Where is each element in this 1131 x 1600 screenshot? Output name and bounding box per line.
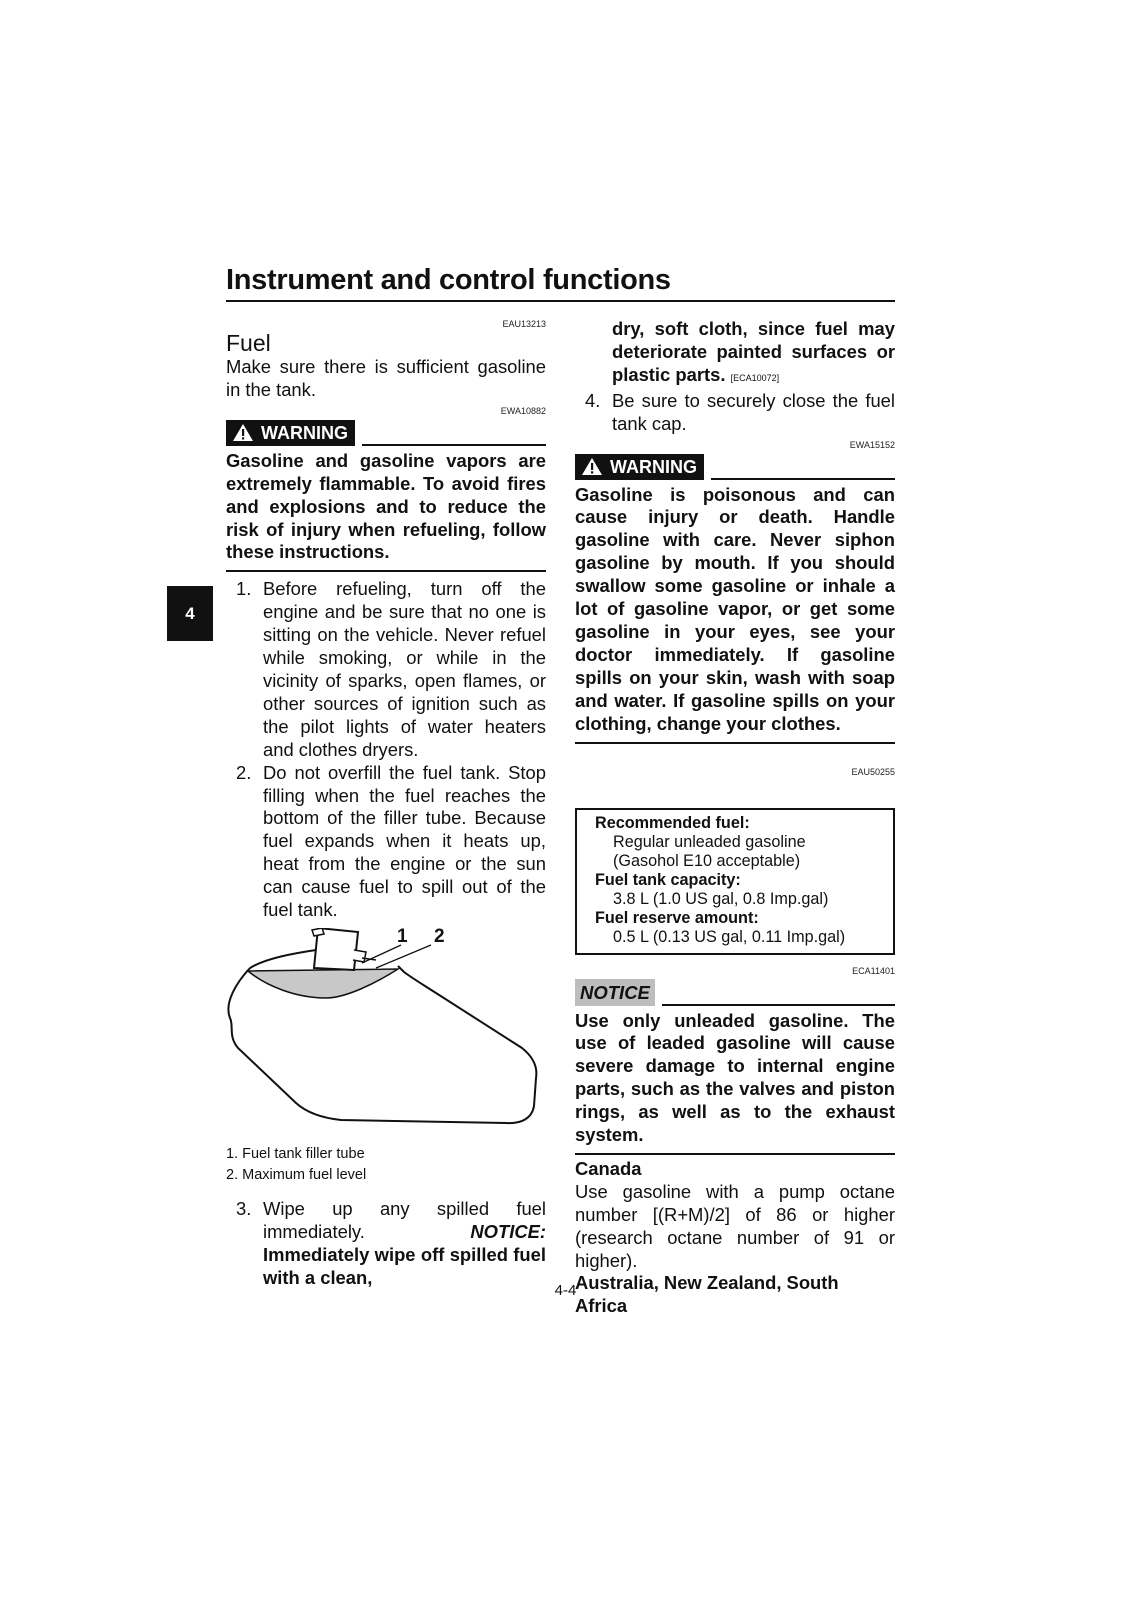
intro-text: Make sure there is sufficient gasoline in the tank. <box>226 356 546 400</box>
callout-1: 1 <box>397 925 408 947</box>
spec-value: Regular unleaded gasoline <box>613 832 806 851</box>
chapter-tab: 4 <box>167 586 213 641</box>
page-header <box>226 262 895 302</box>
list-item <box>226 1198 546 1290</box>
callout-2: 2 <box>434 925 445 947</box>
page-title: Instrument and control functions <box>226 264 671 296</box>
warning-label: WARNING <box>261 422 348 443</box>
region-title-canada: Canada <box>575 1157 642 1179</box>
spec-value: 3.8 L (1.0 US gal, 0.8 Imp.gal) <box>613 889 829 908</box>
spec-label: Fuel tank capacity: <box>595 870 741 889</box>
notice-inline-label: NOTICE: <box>470 1220 546 1242</box>
doc-code: [ECA10072] <box>730 372 780 383</box>
warning-triangle-icon <box>232 423 254 442</box>
notice-header <box>575 979 895 1006</box>
fuel-spec-box <box>575 808 895 955</box>
step-text: Wipe up any spilled fuel immediately. <box>263 1197 546 1242</box>
warning-end-rule <box>575 742 895 744</box>
warning-end-rule <box>226 570 546 572</box>
warning-header <box>575 454 895 480</box>
fuel-tank-figure <box>226 925 546 1138</box>
doc-code: EAU50255 <box>851 766 895 777</box>
step-number: 1. <box>236 578 252 600</box>
steps-list-continued <box>575 318 895 436</box>
step-text: Before refueling, turn off the engine and be sure that no one is sitting on the vehicle. Never refuel while smoking, or while in the vicinity of sparks, open flames, or other sources of ignition such as the pilot lights of water heaters and clothes dryers. <box>263 578 546 760</box>
warning-rule <box>711 478 895 480</box>
step-text: dry, soft cloth, since fuel may deteriorate painted surfaces or plastic parts. <box>612 318 895 385</box>
canada-text: Use gasoline with a pump octane number [(R+M)/2] of 86 or higher (research octane number of 91 or higher). <box>575 1180 895 1271</box>
spec-label: Fuel reserve amount: <box>595 908 759 927</box>
steps-list-continued <box>226 1198 546 1290</box>
step-number: 4. <box>585 389 601 411</box>
steps-list <box>226 578 546 922</box>
notice-text: Use only unleaded gasoline. The use of leaded gasoline will cause severe damage to internal engine parts, such as the valves and piston rings, as well as to the exhaust system. <box>575 1009 895 1146</box>
section-title: Fuel <box>226 330 271 356</box>
warning-text: Gasoline is poisonous and can cause injury or death. Handle gasoline with care. Never siphon gasoline by mouth. If you should swallow some gasoline or inhale a lot of gasoline vapor, or get some gasoline in your eyes, see your doctor immediately. If gasoline spills on your skin, wash with soap and water. If gasoline spills on your clothing, change your clothes. <box>575 483 895 734</box>
doc-code: EAU13213 <box>502 319 546 329</box>
step-text: Be sure to securely close the fuel tank cap. <box>612 389 895 434</box>
list-item <box>226 762 546 922</box>
region-title-australia: Australia, New Zealand, South Africa <box>575 1272 839 1317</box>
step-text: Do not overfill the fuel tank. Stop filling when the fuel reaches the bottom of the filler tube. Because fuel expands when it heats up, heat from the engine or the sun can cause fuel to spill out of the fuel tank. <box>263 761 546 921</box>
caption-item: 2. Maximum fuel level <box>226 1166 367 1183</box>
figure-captions <box>226 1144 546 1186</box>
spec-value: (Gasohol E10 acceptable) <box>613 851 801 870</box>
doc-code: EWA10882 <box>500 405 546 416</box>
warning-triangle-icon <box>581 457 603 476</box>
header-rule <box>226 300 895 302</box>
list-item <box>226 578 546 761</box>
warning-badge <box>226 420 355 446</box>
spec-label: Recommended fuel: <box>595 813 750 832</box>
notice-badge: NOTICE <box>575 979 655 1006</box>
list-item-continued <box>575 318 895 390</box>
notice-inline-text: Immediately wipe off spilled fuel with a clean, <box>263 1243 546 1288</box>
step-number: 3. <box>236 1197 252 1219</box>
caption-item: 1. Fuel tank filler tube <box>226 1145 365 1162</box>
warning-rule <box>362 444 546 446</box>
spec-value: 0.5 L (0.13 US gal, 0.11 Imp.gal) <box>613 927 846 946</box>
warning-label: WARNING <box>610 456 697 477</box>
warning-badge <box>575 454 704 480</box>
doc-code: ECA11401 <box>852 965 895 976</box>
notice-end-rule <box>575 1153 895 1155</box>
fuel-tank-illustration <box>226 925 546 1138</box>
left-column <box>226 318 546 1290</box>
warning-header <box>226 420 546 446</box>
warning-text: Gasoline and gasoline vapors are extremely flammable. To avoid fires and explosions and to reduce the risk of injury when refueling, follow these instructions. <box>226 449 546 563</box>
doc-code: EWA15152 <box>849 439 895 450</box>
notice-rule <box>662 1004 895 1006</box>
page-number: 4-4 <box>554 1282 577 1299</box>
right-column <box>575 318 895 1318</box>
list-item <box>575 390 895 436</box>
step-number: 2. <box>236 761 252 783</box>
